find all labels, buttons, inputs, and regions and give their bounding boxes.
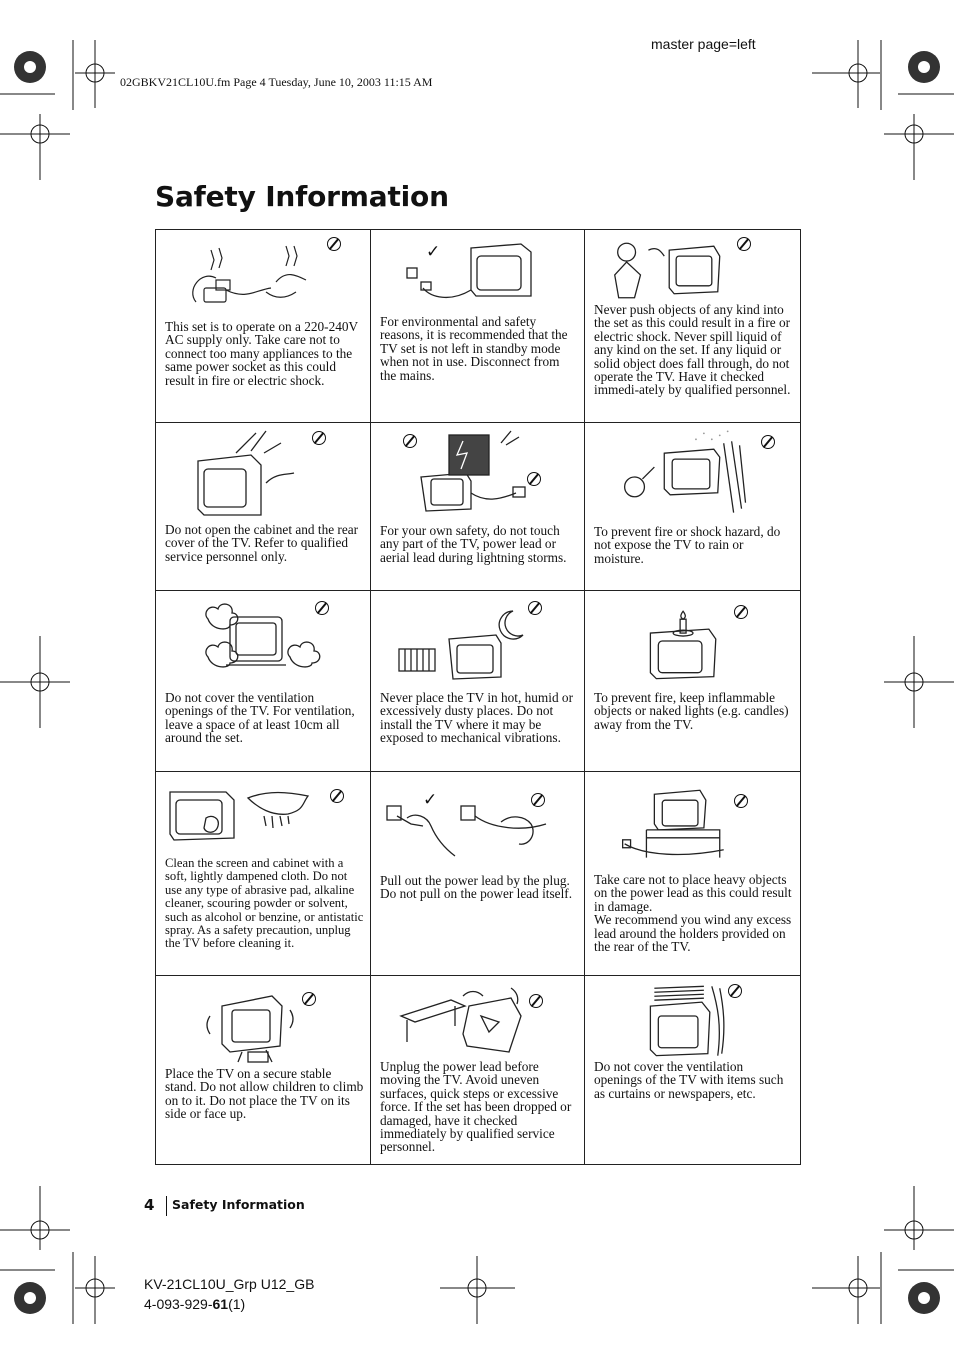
prohibited-icon — [302, 992, 316, 1006]
safety-cell-15 — [585, 976, 801, 1165]
unplug-by-plug-icon — [371, 772, 585, 862]
safety-text-3: Never push objects of any kind into the set as this could result in a fire or electric shock. Never spill liquid of any kind on the set. If any liquid or solid object does fall through, do not operate the TV. Have it checked immedi-ately by qualified personnel. — [594, 302, 791, 398]
file-info-header: 02GBKV21CL10U.fm Page 4 Tuesday, June 10, 2003 11:15 AM — [120, 75, 433, 89]
safety-text-14: Unplug the power lead before moving the TV. Avoid uneven surfaces, quick steps or excessive force. If the set has been dropped or damaged, have it checked immediately by qualified service personnel. — [380, 1059, 572, 1155]
safety-cell-7 — [156, 591, 371, 772]
tv-on-lead-icon — [585, 772, 799, 867]
prohibited-icon — [737, 237, 751, 251]
prohibited-icon — [315, 601, 329, 615]
safety-cell-5 — [371, 423, 585, 591]
safety-text-7: Do not cover the ventilation openings of the TV. For ventilation, leave a space of at least 10cm all around the set. — [165, 690, 355, 746]
prohibited-icon — [531, 793, 545, 807]
prohibited-icon — [728, 984, 742, 998]
safety-grid — [155, 229, 801, 1165]
prohibited-icon — [734, 605, 748, 619]
safety-cell-1 — [156, 230, 371, 423]
safety-text-9: To prevent fire, keep inflammable objects or naked lights (e.g. candles) away from the TV. — [594, 690, 789, 732]
cleaning-cloth-icon — [156, 772, 370, 857]
candle-on-tv-icon — [585, 591, 799, 691]
model-code: KV-21CL10U_Grp U12_GB — [144, 1276, 315, 1292]
prohibited-icon — [528, 601, 542, 615]
prohibited-icon — [734, 794, 748, 808]
page-title: Safety Information — [155, 180, 449, 213]
prohibited-icon — [330, 789, 344, 803]
safety-text-8: Never place the TV in hot, humid or excessively dusty places. Do not install the TV where it may be exposed to mechanical vibrations. — [380, 690, 574, 746]
prohibited-icon — [327, 237, 341, 251]
safety-text-12: Take care not to place heavy objects on the power lead as this could result in damage. We recommend you wind any excess lead around the holders provided on the rear of the TV. — [594, 872, 792, 955]
open-cabinet-icon — [156, 423, 370, 523]
objects-into-tv-icon — [585, 230, 799, 305]
tv-unplugged-icon — [371, 230, 585, 310]
safety-cell-8 — [371, 591, 585, 772]
safety-text-11: Pull out the power lead by the plug. Do not pull on the power lead itself. — [380, 873, 573, 902]
safety-cell-10 — [156, 772, 371, 976]
safety-cell-12 — [585, 772, 801, 976]
unstable-tv-icon — [156, 976, 370, 1066]
page-number: 4 — [144, 1196, 155, 1214]
safety-cell-2 — [371, 230, 585, 423]
part-number: 4-093-929-61(1) — [144, 1296, 246, 1312]
master-page-label: master page=left — [651, 36, 756, 52]
prohibited-icon — [761, 435, 775, 449]
footer-divider — [166, 1196, 167, 1216]
safety-cell-4 — [156, 423, 371, 591]
falling-tv-icon — [371, 976, 585, 1061]
safety-text-4: Do not open the cabinet and the rear cover of the TV. Refer to qualified service personnel only. — [165, 522, 359, 564]
ventilation-space-icon — [156, 591, 370, 691]
safety-text-15: Do not cover the ventilation openings of the TV with items such as curtains or newspapers, etc. — [594, 1059, 784, 1101]
prohibited-icon — [529, 994, 543, 1008]
safety-cell-6 — [585, 423, 801, 591]
prohibited-icon — [312, 431, 326, 445]
heat-sun-icon — [371, 591, 585, 691]
safety-cell-14 — [371, 976, 585, 1165]
safety-cell-9 — [585, 591, 801, 772]
safety-text-5: For your own safety, do not touch any part of the TV, power lead or aerial lead during lightning storms. — [380, 523, 567, 565]
check-icon: ✓ — [423, 790, 438, 810]
safety-text-1: This set is to operate on a 220-240V AC supply only. Take care not to connect too many appliances to the same power socket as this could result in fire or electric shock. — [165, 319, 358, 388]
newspapers-on-tv-icon — [585, 976, 799, 1061]
safety-cell-13 — [156, 976, 371, 1165]
safety-text-2: For environmental and safety reasons, it is recommended that the TV set is not left in standby mode when not in use. Disconnect from the mains. — [380, 314, 568, 383]
safety-cell-3 — [585, 230, 801, 423]
safety-text-13: Place the TV on a secure stable stand. Do not allow children to climb on to it. Do not place the TV on its side or face up. — [165, 1066, 364, 1122]
prohibited-icon — [403, 434, 417, 448]
safety-text-6: To prevent fire or shock hazard, do not expose the TV to rain or moisture. — [594, 524, 781, 566]
safety-cell-11 — [371, 772, 585, 976]
safety-text-10: Clean the screen and cabinet with a soft, lightly dampened cloth. Do not use any type of abrasive pad, alkaline cleaner, scouring powder or solvent, such as alcohol or benzine, or antistatic spray. As a safety precaution, unplug the TV before cleaning it. — [165, 856, 364, 951]
prohibited-icon — [527, 472, 541, 486]
footer-section-label: Safety Information — [172, 1197, 305, 1212]
check-icon: ✓ — [426, 242, 441, 262]
